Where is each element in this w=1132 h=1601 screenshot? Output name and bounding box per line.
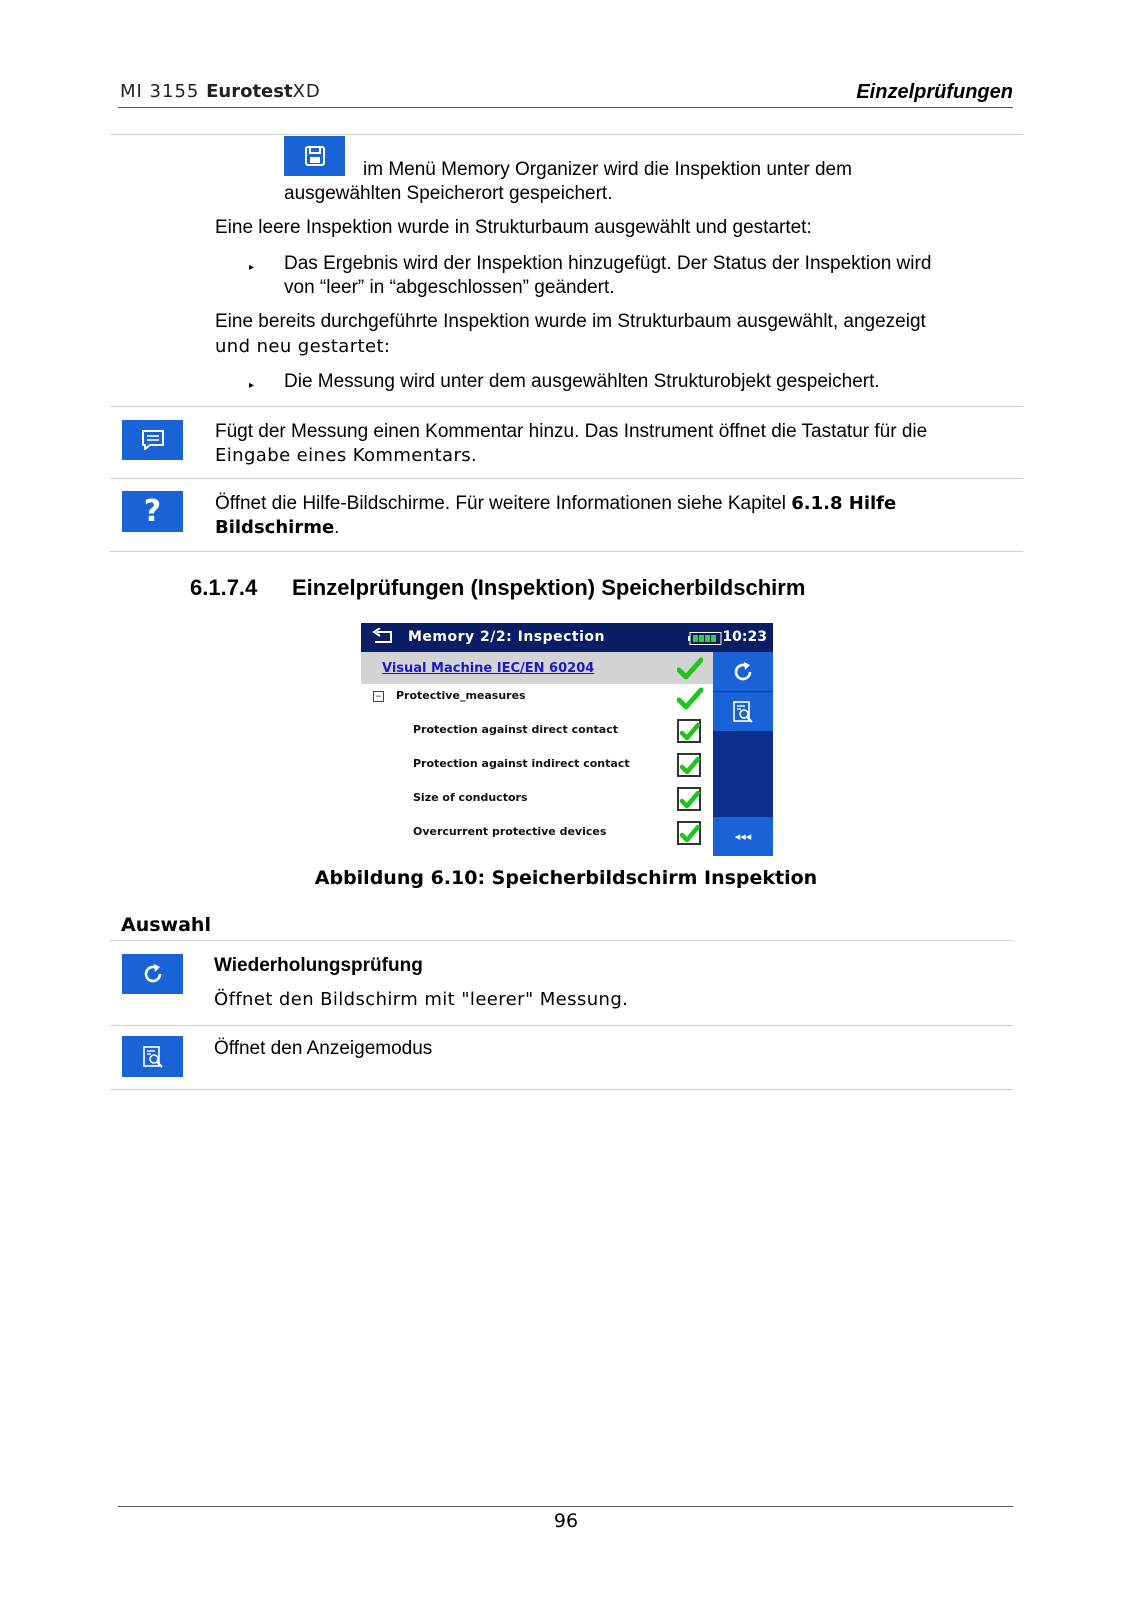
- group-label[interactable]: Protective_measures: [396, 689, 526, 702]
- retest-icon: [141, 962, 165, 986]
- section-heading: [190, 575, 805, 601]
- header-product-suffix: XD: [292, 81, 321, 102]
- header-divider: [118, 107, 1013, 108]
- comment-desc-line2: Eingabe eines Kommentars.: [215, 445, 478, 466]
- view-side-button[interactable]: [713, 692, 773, 731]
- check-icon: [679, 755, 701, 777]
- save-desc-line2: ausgewählten Speicherort gespeichert.: [284, 183, 613, 204]
- help-chapter-ref-2: Bildschirme: [215, 517, 335, 538]
- comment-icon: [140, 428, 166, 452]
- help-desc-text: Öffnet die Hilfe-Bildschirme. Für weitere Informationen siehe Kapitel: [215, 493, 792, 514]
- bullet-marker: ▸: [249, 262, 255, 273]
- table-bottom-rule: [110, 551, 1023, 552]
- retest-desc: Öffnet den Bildschirm mit "leerer" Messung.: [214, 989, 629, 1010]
- save-icon: [303, 144, 327, 168]
- help-chapter-ref: 6.1.8 Hilfe: [791, 493, 897, 514]
- more-options-button[interactable]: ◂◂◂: [713, 817, 773, 856]
- screen-title-bar: [361, 623, 773, 652]
- help-desc-line2: [215, 516, 339, 540]
- table-top-rule: [110, 134, 1023, 135]
- comment-desc-line1: Fügt der Messung einen Kommentar hinzu. Das Instrument öffnet die Tastatur für die: [215, 421, 928, 442]
- check-icon: [677, 687, 703, 711]
- auswahl-top-rule: [110, 940, 1013, 941]
- page-number: 96: [553, 1510, 579, 1532]
- item-checkbox[interactable]: [677, 719, 701, 743]
- empty-bullet-line2: von “leer” in “abgeschlossen” geändert.: [284, 277, 615, 298]
- section-title: Einzelprüfungen (Inspektion) Speicherbildschirm: [292, 575, 806, 600]
- inspection-item[interactable]: Overcurrent protective devices: [413, 825, 607, 838]
- done-intro-line2: und neu gestartet:: [215, 336, 391, 357]
- footer-divider: [118, 1506, 1013, 1507]
- view-desc: Öffnet den Anzeigemodus: [214, 1038, 433, 1059]
- check-icon: [679, 823, 701, 845]
- check-icon: [679, 721, 701, 743]
- view-icon: [141, 1045, 165, 1069]
- view-icon-button: [122, 1036, 183, 1077]
- view-icon: [731, 700, 755, 724]
- empty-bullet-line1: Das Ergebnis wird der Inspektion hinzugefügt. Der Status der Inspektion wird: [284, 253, 932, 274]
- header-model: MI 3155: [120, 81, 207, 102]
- collapse-icon[interactable]: −: [373, 691, 384, 702]
- help-desc-end: .: [334, 517, 340, 538]
- done-bullet: Die Messung wird unter dem ausgewählten Strukturobjekt gespeichert.: [284, 371, 880, 392]
- table-rule: [110, 478, 1023, 479]
- selected-item-label[interactable]: Visual Machine IEC/EN 60204: [382, 661, 595, 676]
- section-number: 6.1.7.4: [190, 575, 258, 600]
- help-icon-button: [122, 491, 183, 532]
- comment-icon-button: [122, 420, 183, 460]
- check-icon: [677, 657, 703, 681]
- table-rule: [110, 406, 1023, 407]
- done-intro-line1: Eine bereits durchgeführte Inspektion wurde im Strukturbaum ausgewählt, angezeigt: [215, 311, 926, 332]
- header-product: [120, 81, 321, 102]
- auswahl-heading: Auswahl: [121, 914, 211, 936]
- retest-icon: [731, 660, 755, 684]
- screen-title: Memory 2/2: Inspection: [408, 629, 606, 645]
- inspection-item[interactable]: Protection against direct contact: [413, 723, 618, 736]
- inspection-item[interactable]: Size of conductors: [413, 791, 528, 804]
- help-desc-line1: [215, 492, 896, 516]
- auswahl-bottom-rule: [110, 1089, 1013, 1090]
- save-icon-button: [284, 136, 345, 176]
- header-product-bold: Eurotest: [206, 81, 293, 102]
- empty-inspection-intro: Eine leere Inspektion wurde in Strukturbaum ausgewählt und gestartet:: [215, 217, 812, 238]
- item-checkbox[interactable]: [677, 753, 701, 777]
- item-checkbox[interactable]: [677, 787, 701, 811]
- item-checkbox[interactable]: [677, 821, 701, 845]
- retest-side-button[interactable]: [713, 652, 773, 691]
- retest-icon-button: [122, 954, 183, 994]
- inspection-item[interactable]: Protection against indirect contact: [413, 757, 630, 770]
- figure-caption: Abbildung 6.10: Speicherbildschirm Inspektion: [314, 867, 818, 889]
- header-chapter: Einzelprüfungen: [856, 81, 1013, 103]
- screen-clock: 10:23: [722, 629, 767, 645]
- retest-title: Wiederholungsprüfung: [214, 955, 423, 976]
- battery-icon: [688, 632, 722, 645]
- back-icon[interactable]: [371, 628, 397, 646]
- check-icon: [679, 789, 701, 811]
- save-desc-line1: im Menü Memory Organizer wird die Inspektion unter dem: [363, 159, 852, 180]
- bullet-marker: ▸: [249, 380, 255, 391]
- help-icon: ?: [143, 493, 162, 529]
- device-screen: [361, 623, 773, 856]
- auswahl-rule: [110, 1025, 1013, 1026]
